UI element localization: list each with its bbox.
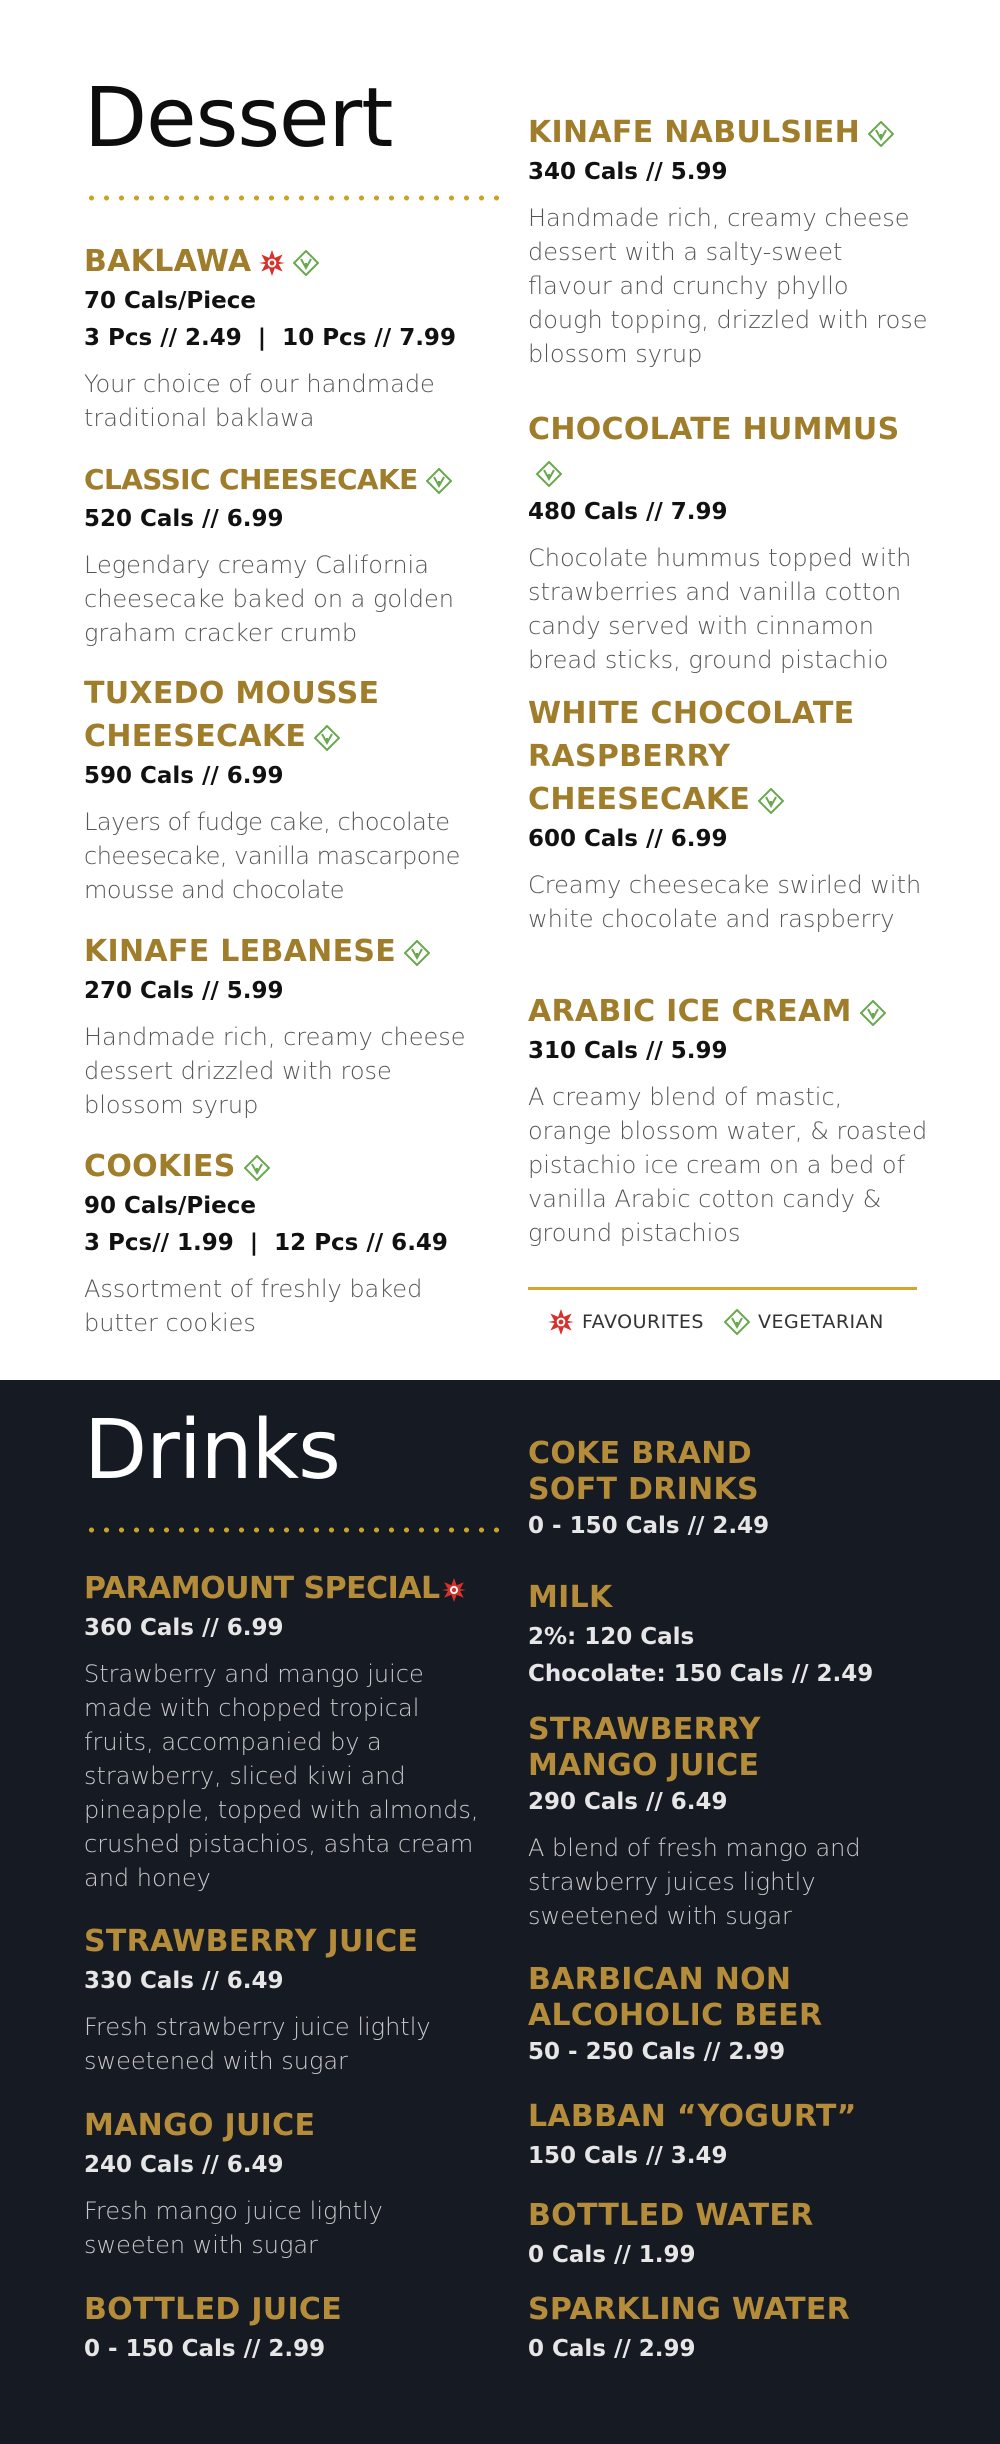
menu-item-chocolate-hummus — [528, 408, 928, 677]
favourite-star-icon — [442, 1578, 466, 1602]
vegetarian-leaf-icon — [536, 461, 562, 487]
menu-item-cookies — [84, 1145, 484, 1340]
item-description: Strawberry and mango juice made with chopped tropical fruits, accompanied by a strawberry, sliced kiwi and pineapple, topped with almonds, crushed pistachios, ashta cream and honey — [84, 1660, 479, 1892]
menu-item-barbican-non-alcoholic-beer — [528, 1962, 928, 2071]
item-price: 520 Cals // 6.99 — [84, 506, 284, 532]
item-price: 0 - 150 Cals // 2.99 — [84, 2336, 326, 2362]
item-name: LABBAN “YOGURT” — [528, 2099, 857, 2134]
vegetarian-leaf-icon — [314, 725, 340, 751]
item-description: Layers of fudge cake, chocolate cheesecake, vanilla mascarpone mousse and chocolate — [84, 808, 460, 904]
item-price: 240 Cals // 6.49 — [84, 2152, 284, 2178]
item-name-line2: SOFT DRINKS — [528, 1472, 759, 1507]
item-name: CHOCOLATE HUMMUS — [528, 412, 900, 447]
menu-item-bottled-water — [528, 2194, 928, 2274]
item-price: 600 Cals // 6.99 — [528, 826, 728, 852]
item-name: WHITE CHOCOLATE — [528, 696, 855, 731]
item-price: 480 Cals // 7.99 — [528, 499, 728, 525]
legend-vegetarian-label: VEGETARIAN — [757, 1311, 884, 1333]
menu-item-arabic-ice-cream — [528, 990, 928, 1250]
item-name-line2: ALCOHOLIC BEER — [528, 1998, 823, 2033]
item-name: PARAMOUNT SPECIAL — [84, 1571, 440, 1606]
menu-item-tuxedo-mousse-cheesecake — [84, 672, 484, 907]
item-name-line2: CHEESECAKE — [84, 719, 307, 754]
vegetarian-leaf-icon — [293, 250, 319, 276]
menu-item-paramount-special — [84, 1567, 484, 1895]
item-description: Legendary creamy California cheesecake baked on a golden graham cracker crumb — [84, 551, 454, 647]
item-description: Creamy cheesecake swirled with white chocolate and raspberry — [528, 871, 922, 933]
menu-item-kinafe-nabulsieh — [528, 111, 928, 371]
item-calories: 2%: 120 Cals — [528, 1624, 695, 1650]
menu-item-bottled-juice — [84, 2288, 484, 2368]
item-price: 0 Cals // 1.99 — [528, 2242, 696, 2268]
item-price: 340 Cals // 5.99 — [528, 159, 728, 185]
item-name: CLASSIC CHEESECAKE — [84, 463, 418, 496]
item-name: STRAWBERRY — [528, 1712, 761, 1747]
item-calories: 90 Cals/Piece — [84, 1193, 256, 1219]
item-name: MILK — [528, 1580, 613, 1615]
drinks-section — [0, 1380, 1000, 2444]
item-name-line2: RASPBERRY — [528, 739, 731, 774]
menu-item-milk — [528, 1576, 928, 1693]
vegetarian-leaf-icon — [758, 788, 784, 814]
item-price: 150 Cals // 3.49 — [528, 2143, 728, 2169]
item-name: BOTTLED WATER — [528, 2198, 814, 2233]
item-price: 0 - 150 Cals // 2.49 — [528, 1513, 770, 1539]
item-price: 290 Cals // 6.49 — [528, 1789, 728, 1815]
item-name: KINAFE LEBANESE — [84, 934, 397, 969]
item-description: Fresh mango juice lightly sweeten with sugar — [84, 2197, 383, 2259]
vegetarian-leaf-icon — [244, 1155, 270, 1181]
item-name-line2: MANGO JUICE — [528, 1748, 760, 1783]
drinks-title: Drinks — [84, 1403, 340, 1498]
item-description: Chocolate hummus topped with strawberries and vanilla cotton candy served with cinnamon bread sticks, ground pistachio — [528, 544, 912, 674]
item-description: A creamy blend of mastic, orange blossom water, & roasted pistachio ice cream on a bed of vanilla Arabic cotton candy & ground pistachios — [528, 1083, 928, 1247]
item-description: Your choice of our handmade traditional baklawa — [84, 370, 435, 432]
item-price: 590 Cals // 6.99 — [84, 763, 284, 789]
menu-item-sparkling-water — [528, 2288, 928, 2368]
item-price: Chocolate: 150 Cals // 2.49 — [528, 1661, 874, 1687]
vegetarian-leaf-icon — [724, 1309, 750, 1335]
menu-item-white-chocolate-raspberry-cheesecake — [528, 692, 928, 936]
menu-item-strawberry-mango-juice — [528, 1712, 928, 1933]
legend — [548, 1309, 904, 1335]
menu-item-strawberry-juice — [84, 1920, 484, 2078]
legend-favourites-label: FAVOURITES — [582, 1311, 704, 1333]
item-price: 310 Cals // 5.99 — [528, 1038, 728, 1064]
menu-item-baklawa — [84, 240, 484, 435]
item-name: MANGO JUICE — [84, 2108, 316, 2143]
item-description: A blend of fresh mango and strawberry juices lightly sweetened with sugar — [528, 1834, 861, 1930]
item-name: BARBICAN NON — [528, 1962, 792, 1997]
item-name-line3: CHEESECAKE — [528, 782, 751, 817]
item-price: 3 Pcs// 1.99 | 12 Pcs // 6.49 — [84, 1230, 448, 1256]
item-description: Handmade rich, creamy cheese dessert with a salty-sweet flavour and crunchy phyllo dough topping, drizzled with rose blossom syrup — [528, 204, 928, 368]
vegetarian-leaf-icon — [868, 121, 894, 147]
item-description: Assortment of freshly baked butter cookies — [84, 1275, 423, 1337]
item-name: BAKLAWA — [84, 244, 252, 279]
menu-item-mango-juice — [84, 2104, 484, 2262]
menu-item-coke-brand-soft-drinks — [528, 1436, 928, 1545]
legend-divider — [528, 1287, 917, 1290]
item-price: 0 Cals // 2.99 — [528, 2336, 696, 2362]
item-name: COOKIES — [84, 1149, 236, 1184]
item-price: 360 Cals // 6.99 — [84, 1615, 284, 1641]
dessert-title: Dessert — [84, 71, 393, 166]
item-price: 50 - 250 Cals // 2.99 — [528, 2039, 786, 2065]
item-price: 270 Cals // 5.99 — [84, 978, 284, 1004]
item-name: COKE BRAND — [528, 1436, 752, 1471]
item-name: BOTTLED JUICE — [84, 2292, 343, 2327]
item-description: Fresh strawberry juice lightly sweetened with sugar — [84, 2013, 431, 2075]
drinks-dotted-divider — [84, 1527, 502, 1533]
vegetarian-leaf-icon — [404, 940, 430, 966]
item-name: SPARKLING WATER — [528, 2292, 851, 2327]
menu-item-labban-yogurt — [528, 2095, 928, 2175]
item-description: Handmade rich, creamy cheese dessert drizzled with rose blossom syrup — [84, 1023, 466, 1119]
vegetarian-leaf-icon — [426, 468, 452, 494]
item-price: 3 Pcs // 2.49 | 10 Pcs // 7.99 — [84, 325, 456, 351]
menu-item-kinafe-lebanese — [84, 930, 484, 1122]
item-name: TUXEDO MOUSSE — [84, 676, 380, 711]
item-name: STRAWBERRY JUICE — [84, 1924, 419, 1959]
item-name: ARABIC ICE CREAM — [528, 994, 852, 1029]
favourite-star-icon — [548, 1309, 574, 1335]
dessert-dotted-divider — [84, 195, 502, 201]
item-name: KINAFE NABULSIEH — [528, 115, 861, 150]
menu-item-classic-cheesecake — [84, 458, 484, 650]
vegetarian-leaf-icon — [860, 1000, 886, 1026]
item-price: 330 Cals // 6.49 — [84, 1968, 284, 1994]
item-calories: 70 Cals/Piece — [84, 288, 256, 314]
favourite-star-icon — [259, 250, 285, 276]
